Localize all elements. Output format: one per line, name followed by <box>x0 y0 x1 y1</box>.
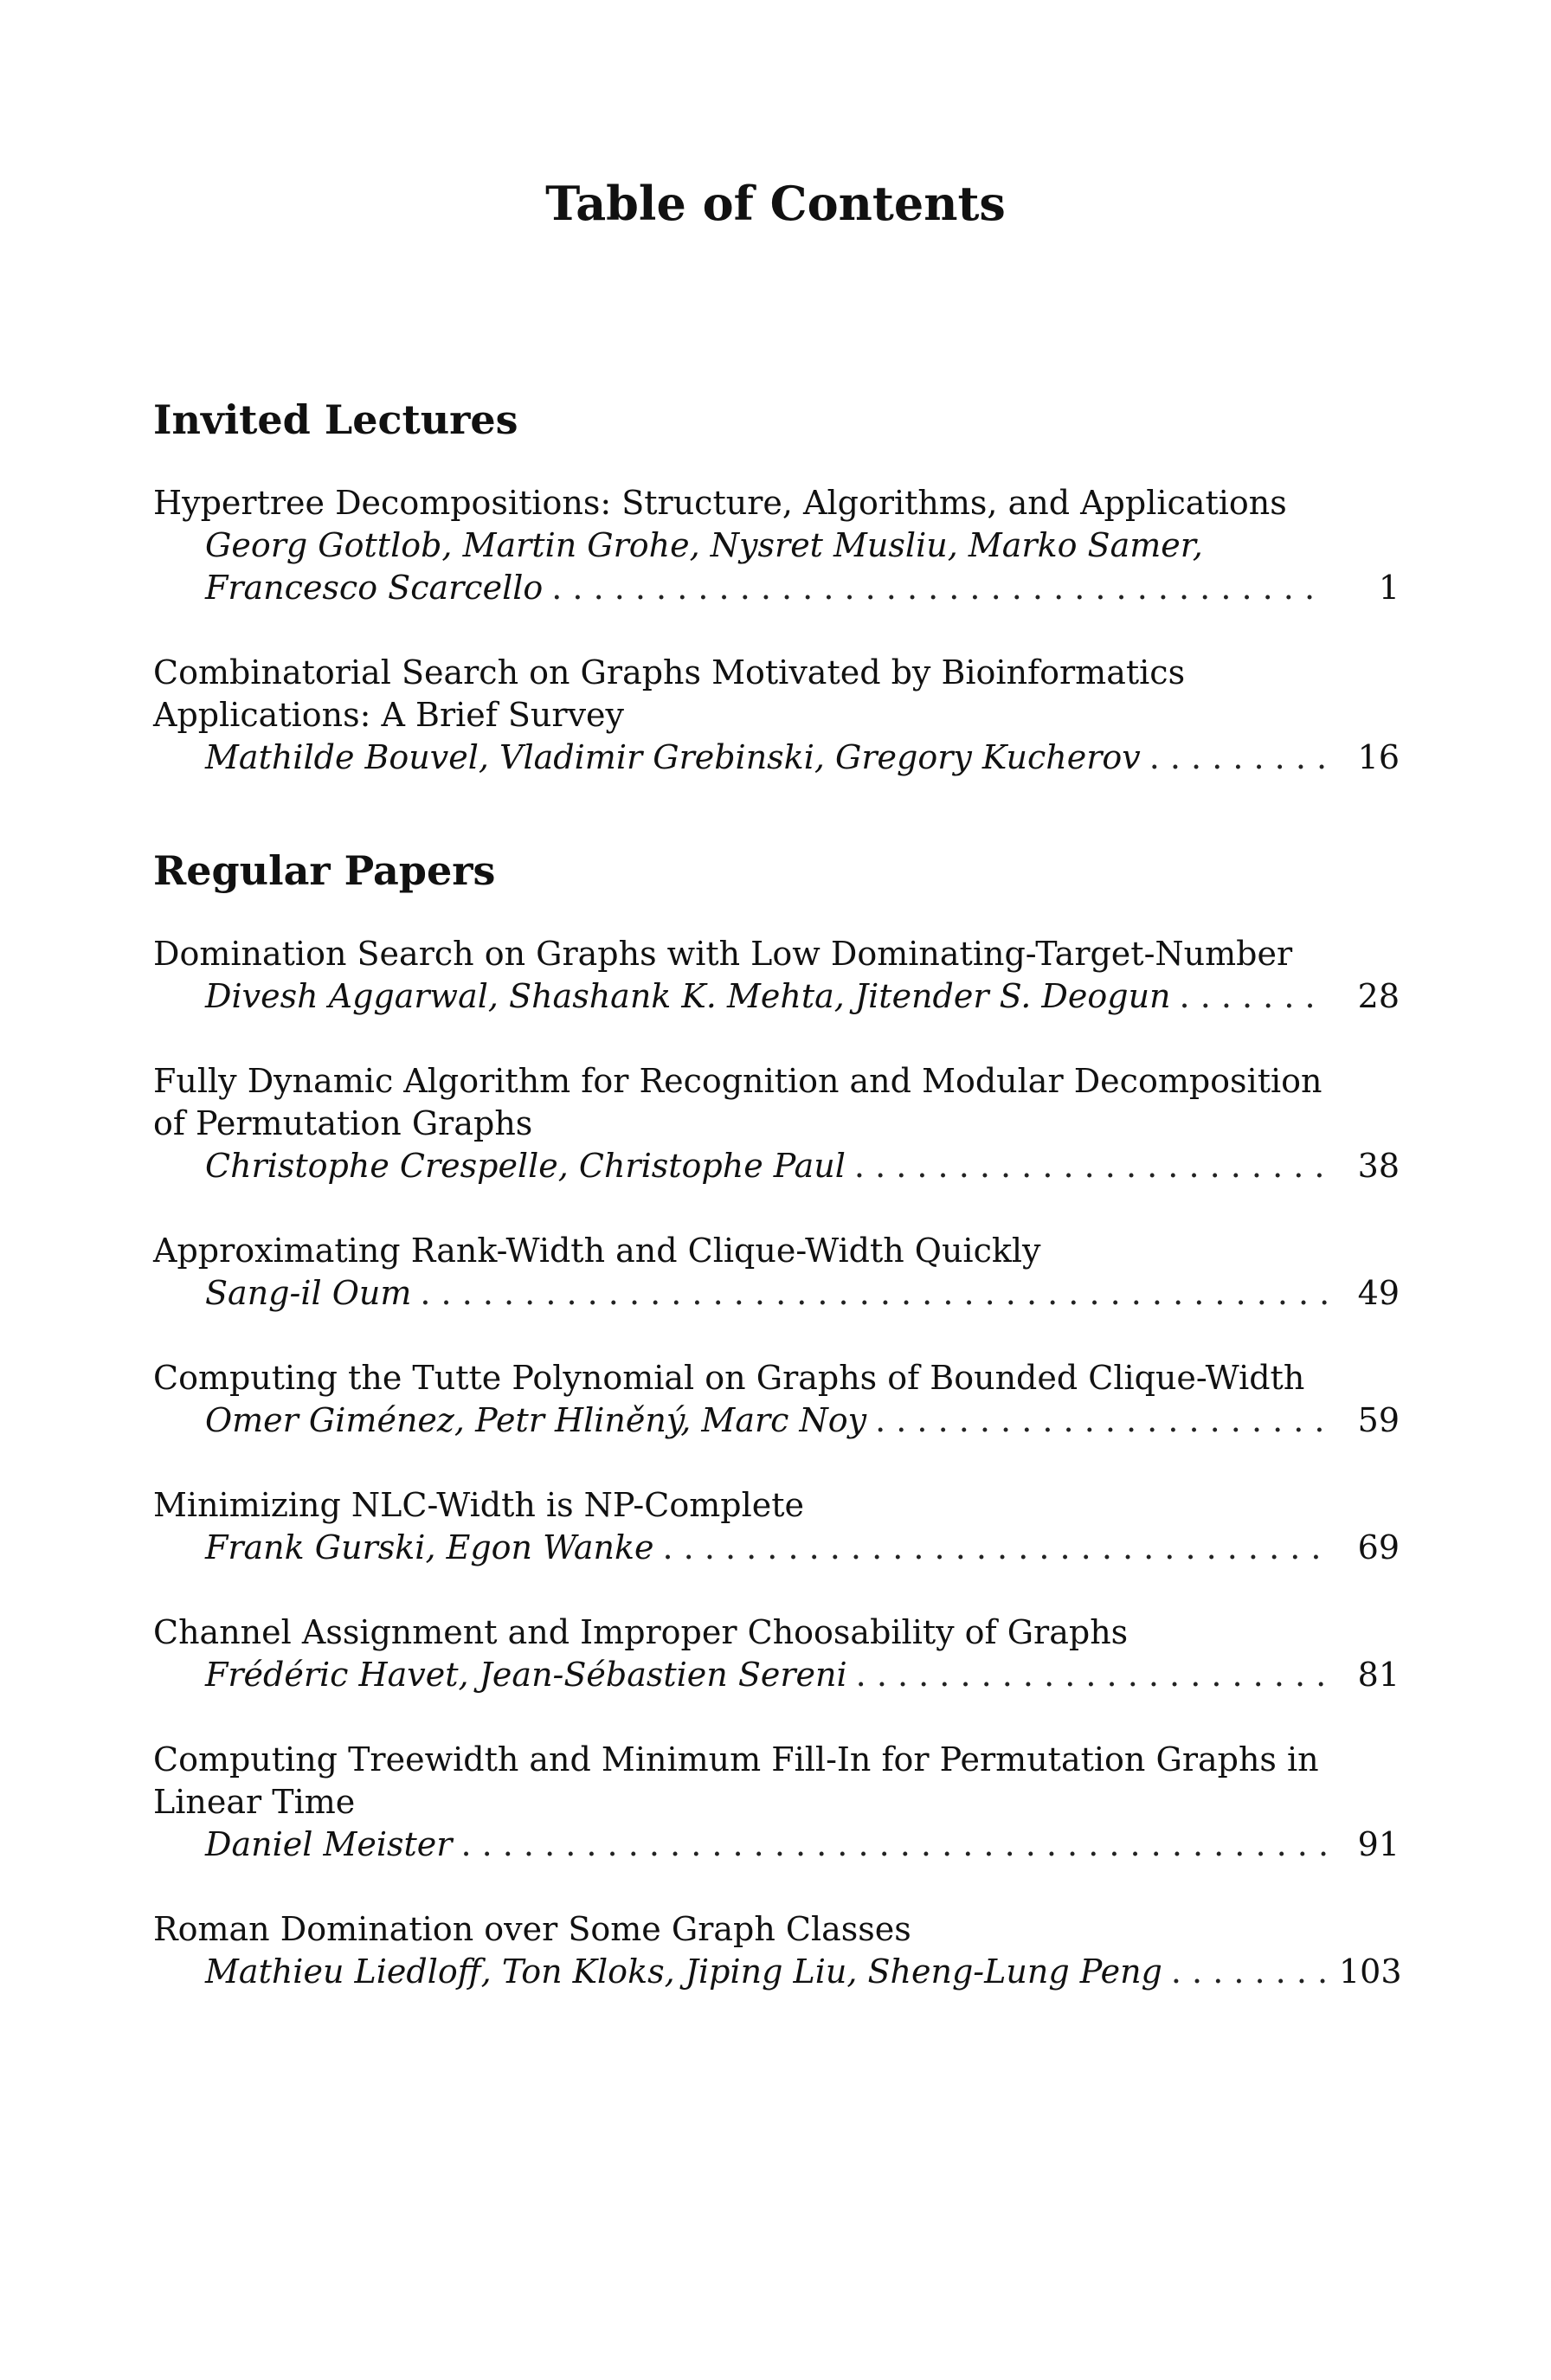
page-number[interactable]: 16 <box>1357 738 1400 776</box>
page-number[interactable]: 28 <box>1357 977 1400 1015</box>
page-number[interactable]: 91 <box>1357 1825 1400 1863</box>
entry-authors-row <box>153 567 1400 609</box>
entry-title[interactable]: Channel Assignment and Improper Choosability of Graphs <box>153 1613 1129 1651</box>
section-invited-lectures <box>153 394 1400 779</box>
entry-list <box>153 482 1400 779</box>
entry-title[interactable]: Approximating Rank-Width and Clique-Width Quickly <box>153 1232 1041 1270</box>
toc-entry[interactable] <box>153 1357 1400 1442</box>
toc-entry[interactable] <box>153 482 1400 609</box>
entry-authors-row <box>153 1272 1400 1315</box>
entry-authors: Daniel Meister <box>205 1825 453 1863</box>
dot-leader <box>875 1399 1327 1442</box>
section-regular-papers <box>153 845 1400 1993</box>
entry-authors-line: Georg Gottlob, Martin Grohe, Nysret Musliu, Marko Samer, <box>205 526 1203 564</box>
page-number[interactable]: 81 <box>1357 1656 1400 1694</box>
entry-authors-row <box>153 1527 1400 1569</box>
toc-entry[interactable] <box>153 1739 1400 1866</box>
entry-title[interactable]: Fully Dynamic Algorithm for Recognition and Modular Decomposition of Permutation Graphs <box>153 1062 1323 1142</box>
page-number[interactable]: 103 <box>1339 1952 1402 1991</box>
entry-title[interactable]: Roman Domination over Some Graph Classes <box>153 1910 911 1948</box>
toc-entry[interactable] <box>153 1060 1400 1187</box>
toc-entry[interactable] <box>153 1484 1400 1569</box>
entry-authors-row <box>153 975 1400 1018</box>
toc-entry[interactable] <box>153 933 1400 1018</box>
entry-authors: Francesco Scarcello <box>205 569 544 607</box>
entry-title[interactable]: Combinatorial Search on Graphs Motivated by Bioinformatics Applications: A Brief Survey <box>153 653 1186 734</box>
page-number[interactable]: 1 <box>1378 569 1400 607</box>
dot-leader <box>663 1527 1328 1569</box>
entry-authors: Frédéric Havet, Jean-Sébastien Sereni <box>205 1656 847 1694</box>
section-heading: Regular Papers <box>153 847 496 894</box>
entry-title[interactable]: Minimizing NLC-Width is NP-Complete <box>153 1486 804 1524</box>
entry-authors-row <box>153 1824 1400 1866</box>
entry-authors: Mathieu Liedloff, Ton Kloks, Jiping Liu, Sheng-Lung Peng <box>205 1952 1162 1991</box>
toc-entry[interactable] <box>153 1611 1400 1696</box>
entry-authors: Christophe Crespelle, Christophe Paul <box>205 1147 846 1185</box>
entry-authors: Sang-il Oum <box>205 1274 412 1312</box>
entry-title[interactable]: Computing Treewidth and Minimum Fill-In for Permutation Graphs in Linear Time <box>153 1740 1319 1821</box>
entry-authors-row <box>153 1951 1400 1993</box>
dot-leader <box>856 1654 1327 1696</box>
entry-authors: Mathilde Bouvel, Vladimir Grebinski, Gregory Kucherov <box>205 738 1141 776</box>
page-number[interactable]: 59 <box>1357 1401 1400 1439</box>
entry-authors-row <box>153 1654 1400 1696</box>
dot-leader <box>1180 975 1327 1018</box>
page-number[interactable]: 49 <box>1357 1274 1400 1312</box>
entry-list <box>153 933 1400 1993</box>
page-title: Table of Contents <box>545 176 1006 231</box>
toc-entry[interactable] <box>153 1908 1400 1993</box>
toc-entry[interactable] <box>153 1230 1400 1315</box>
entry-authors-row <box>153 737 1400 779</box>
entry-authors: Divesh Aggarwal, Shashank K. Mehta, Jitender S. Deogun <box>205 977 1171 1015</box>
dot-leader <box>460 1824 1327 1866</box>
entry-authors-row <box>153 1145 1400 1187</box>
entry-title[interactable]: Domination Search on Graphs with Low Dominating-Target-Number <box>153 935 1293 973</box>
page-number[interactable]: 38 <box>1357 1147 1400 1185</box>
page-number[interactable]: 69 <box>1357 1528 1400 1566</box>
dot-leader <box>854 1145 1327 1187</box>
dot-leader <box>420 1272 1327 1315</box>
dot-leader <box>1149 737 1327 779</box>
entry-title[interactable]: Hypertree Decompositions: Structure, Algorithms, and Applications <box>153 484 1287 522</box>
entry-title[interactable]: Computing the Tutte Polynomial on Graphs of Bounded Clique-Width <box>153 1359 1305 1397</box>
toc-entry[interactable] <box>153 652 1400 779</box>
section-heading: Invited Lectures <box>153 396 518 443</box>
entry-authors: Frank Gurski, Egon Wanke <box>205 1528 654 1566</box>
entry-authors-row <box>153 1399 1400 1442</box>
dot-leader <box>551 567 1327 609</box>
dot-leader <box>1171 1951 1327 1993</box>
entry-authors: Omer Giménez, Petr Hliněný, Marc Noy <box>205 1401 867 1439</box>
